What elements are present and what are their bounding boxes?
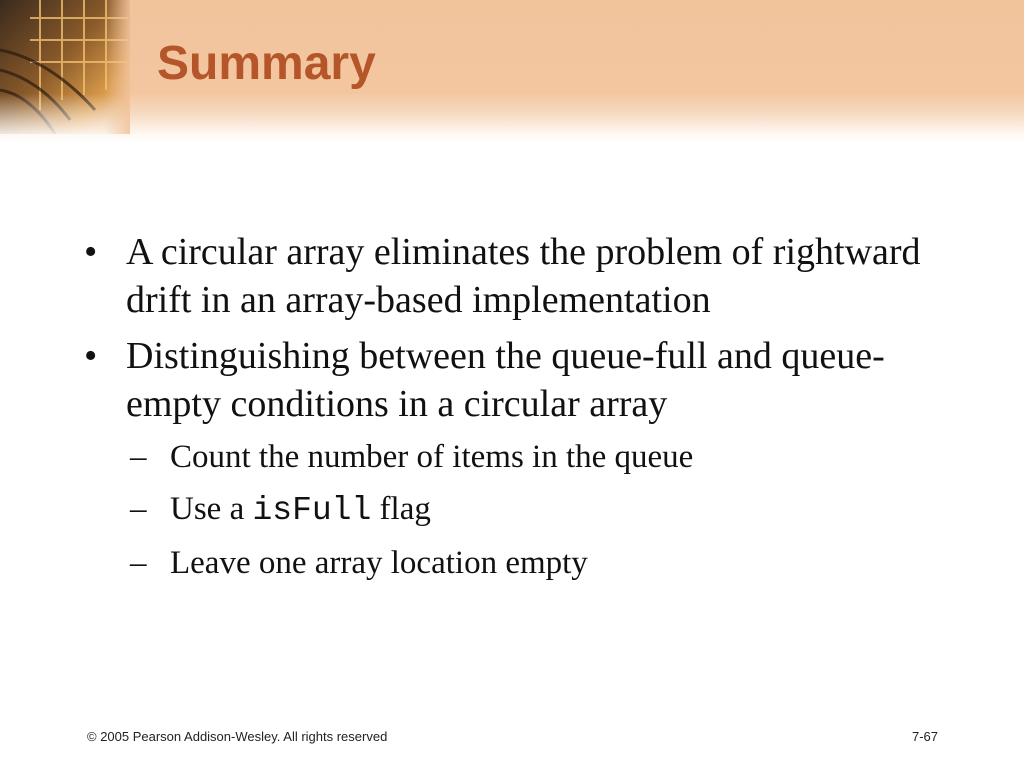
sub-bullet-text: Leave one array location empty (170, 545, 588, 581)
sub-bullet-list (130, 436, 964, 584)
code-isfull: isFull (252, 492, 372, 529)
sub-bullet-text: Count the number of items in the queue (170, 439, 694, 475)
bullet-text: A circular array eliminates the problem of rightward drift in an array-based implementation (126, 231, 921, 321)
sub-bullet-item (130, 488, 964, 532)
footer-page-number: 7-67 (911, 729, 938, 744)
sub-bullet-item (130, 436, 964, 478)
bullet-text: Distinguishing between the queue-full and queue-empty conditions in a circular array (126, 335, 885, 425)
building-photo (0, 0, 130, 134)
slide-title: Summary (157, 37, 376, 90)
bullet-marker: • (84, 231, 98, 273)
sub-bullet-text-after: flag (371, 491, 431, 527)
bullet-marker: • (84, 335, 98, 377)
footer-copyright: © 2005 Pearson Addison-Wesley. All rights reserved (87, 729, 388, 744)
sub-bullet-marker: – (130, 439, 147, 475)
slide-content (84, 228, 964, 594)
sub-bullet-item (130, 542, 964, 584)
sub-bullet-marker: – (130, 545, 147, 581)
sub-bullet-text-before: Use a (170, 491, 253, 527)
sub-bullet-marker: – (130, 491, 147, 527)
bullet-item (84, 228, 964, 324)
header-band (0, 0, 1024, 142)
bullet-item (84, 332, 964, 428)
